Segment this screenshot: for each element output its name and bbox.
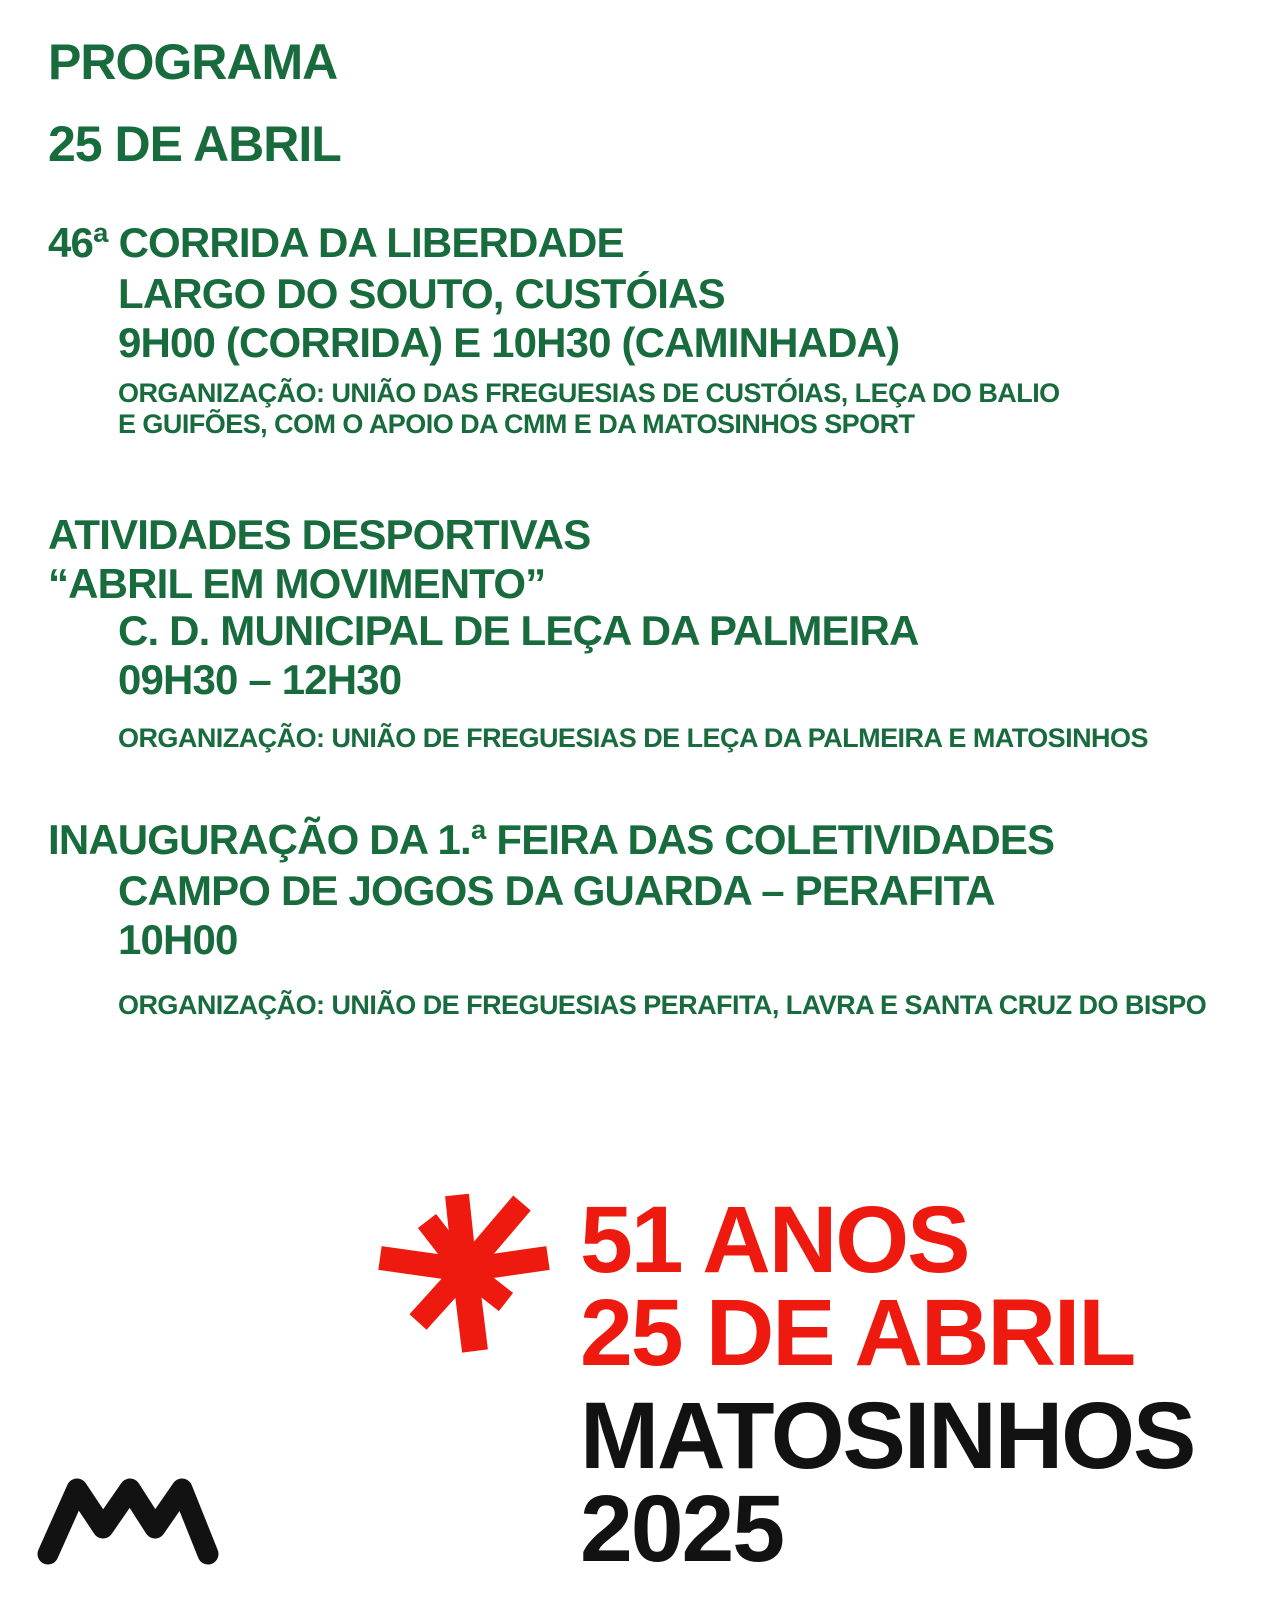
- year: 2025: [580, 1476, 783, 1582]
- event-organization-line: ORGANIZAÇÃO: UNIÃO DE FREGUESIAS DE LEÇA DA PALMEIRA E MATOSINHOS: [118, 723, 1148, 753]
- event-location: C. D. MUNICIPAL DE LEÇA DA PALMEIRA: [118, 607, 919, 654]
- event-organization: [118, 378, 1060, 440]
- event-location: CAMPO DE JOGOS DA GUARDA – PERAFITA: [118, 867, 995, 914]
- poster-date: 25 DE ABRIL: [48, 116, 341, 172]
- poster-title: PROGRAMA: [48, 34, 338, 90]
- event-title: [48, 218, 624, 267]
- city-year-block: [580, 1383, 1195, 1582]
- event-organization: [118, 723, 1148, 754]
- event-location: LARGO DO SOUTO, CUSTÓIAS: [118, 270, 725, 317]
- event-organization-line: ORGANIZAÇÃO: UNIÃO DE FREGUESIAS PERAFITA, LAVRA E SANTA CRUZ DO BISPO: [118, 990, 1207, 1020]
- event-organization-line: ORGANIZAÇÃO: UNIÃO DAS FREGUESIAS DE CUSTÓIAS, LEÇA DO BALIO: [118, 378, 1060, 408]
- event-details: [118, 866, 995, 964]
- event-time: 10H00: [118, 916, 238, 963]
- event-title: [48, 510, 590, 608]
- event-details: [118, 606, 919, 704]
- event-title: [48, 815, 1054, 864]
- anniversary-date: 25 DE ABRIL: [580, 1280, 1135, 1386]
- event-time: 09H30 – 12H30: [118, 656, 402, 703]
- event-title-line: INAUGURAÇÃO DA 1.ª FEIRA DAS COLETIVIDADES: [48, 816, 1055, 863]
- event-time: 9H00 (CORRIDA) E 10H30 (CAMINHADA): [118, 319, 900, 366]
- event-title-line: ATIVIDADES DESPORTIVAS: [48, 511, 591, 558]
- asterisk-star-icon: [378, 1183, 553, 1358]
- event-organization: [118, 990, 1206, 1021]
- anniversary-block: [580, 1187, 1135, 1386]
- event-organization-line: E GUIFÕES, COM O APOIO DA CMM E DA MATOSINHOS SPORT: [118, 409, 915, 439]
- anniversary-years: 51 ANOS: [580, 1187, 969, 1293]
- city-name: MATOSINHOS: [580, 1383, 1195, 1489]
- matosinhos-logo-icon: [40, 1472, 216, 1564]
- event-title-line: 46ª CORRIDA DA LIBERDADE: [48, 219, 624, 266]
- event-details: [118, 269, 899, 367]
- event-title-line: “ABRIL EM MOVIMENTO”: [48, 560, 546, 607]
